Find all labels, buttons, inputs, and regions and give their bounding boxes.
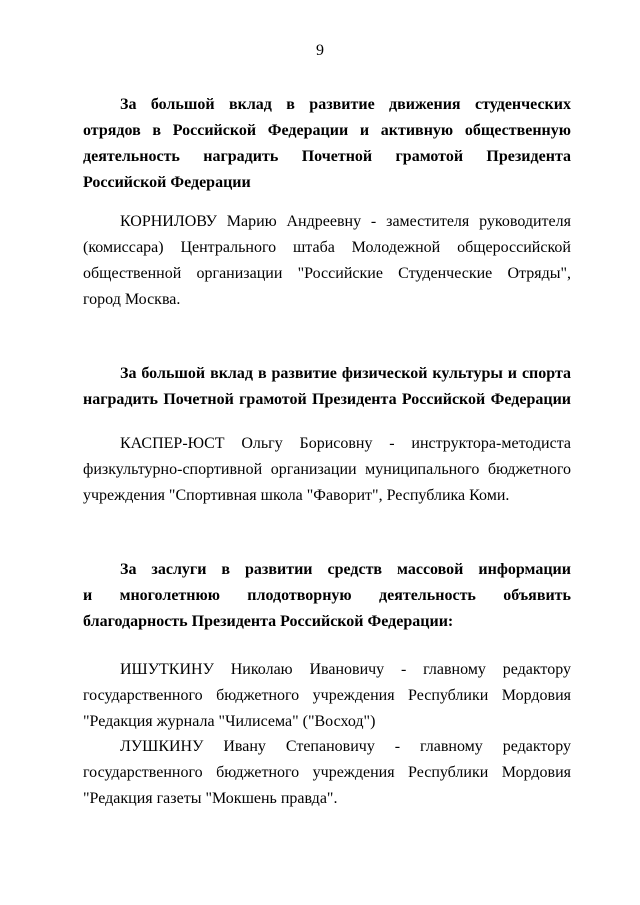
section-3-entry-2 [83,734,571,812]
entry-line: ИШУТКИНУ Николаю Ивановичу - главному редактору [120,661,571,678]
entry-line: (комиссара) Центрального штаба Молодежной общероссийской [83,239,571,256]
heading-line: и многолетнюю плодотворную деятельность объявить [83,587,571,604]
entry-line: ЛУШКИНУ Ивану Степановичу - главному редактору [120,738,571,755]
heading-line: За большой вклад в развитие физической культуры и спорта [120,365,571,382]
section-3-entry-1 [83,657,571,735]
heading-line: благодарность Президента Российской Федерации: [83,613,454,630]
entry-line: государственного бюджетного учреждения Республики Мордовия [83,687,571,704]
entry-line: общественной организации "Российские Студенческие Отряды", [83,265,571,282]
heading-line: За заслуги в развитии средств массовой информации [120,561,571,578]
entry-line: "Редакция журнала "Чилисема" ("Восход") [83,713,376,730]
entry-line: государственного бюджетного учреждения Республики Мордовия [83,764,571,781]
heading-line: Российской Федерации [83,174,251,191]
heading-line: деятельность наградить Почетной грамотой Президента [83,148,571,165]
entry-line: КАСПЕР-ЮСТ Ольгу Борисовну - инструктора-методиста [120,435,571,452]
entry-line: учреждения "Спортивная школа "Фаворит", Республика Коми. [83,487,510,504]
section-3-heading [83,557,571,635]
heading-line: За большой вклад в развитие движения студенческих [120,96,571,113]
section-2-heading [83,361,571,413]
entry-line: КОРНИЛОВУ Марию Андреевну - заместителя руководителя [120,213,571,230]
section-1-entry-1 [83,209,571,313]
section-2-entry-1 [83,431,571,509]
entry-line: "Редакция газеты "Мокшень правда". [83,790,338,807]
section-1-heading [83,92,571,196]
heading-line: наградить Почетной грамотой Президента Российской Федерации [83,391,571,408]
entry-line: физкультурно-спортивной организации муниципального бюджетного [83,461,571,478]
page-number: 9 [316,42,324,59]
heading-line: отрядов в Российской Федерации и активную общественную [83,122,571,139]
entry-line: город Москва. [83,291,181,308]
